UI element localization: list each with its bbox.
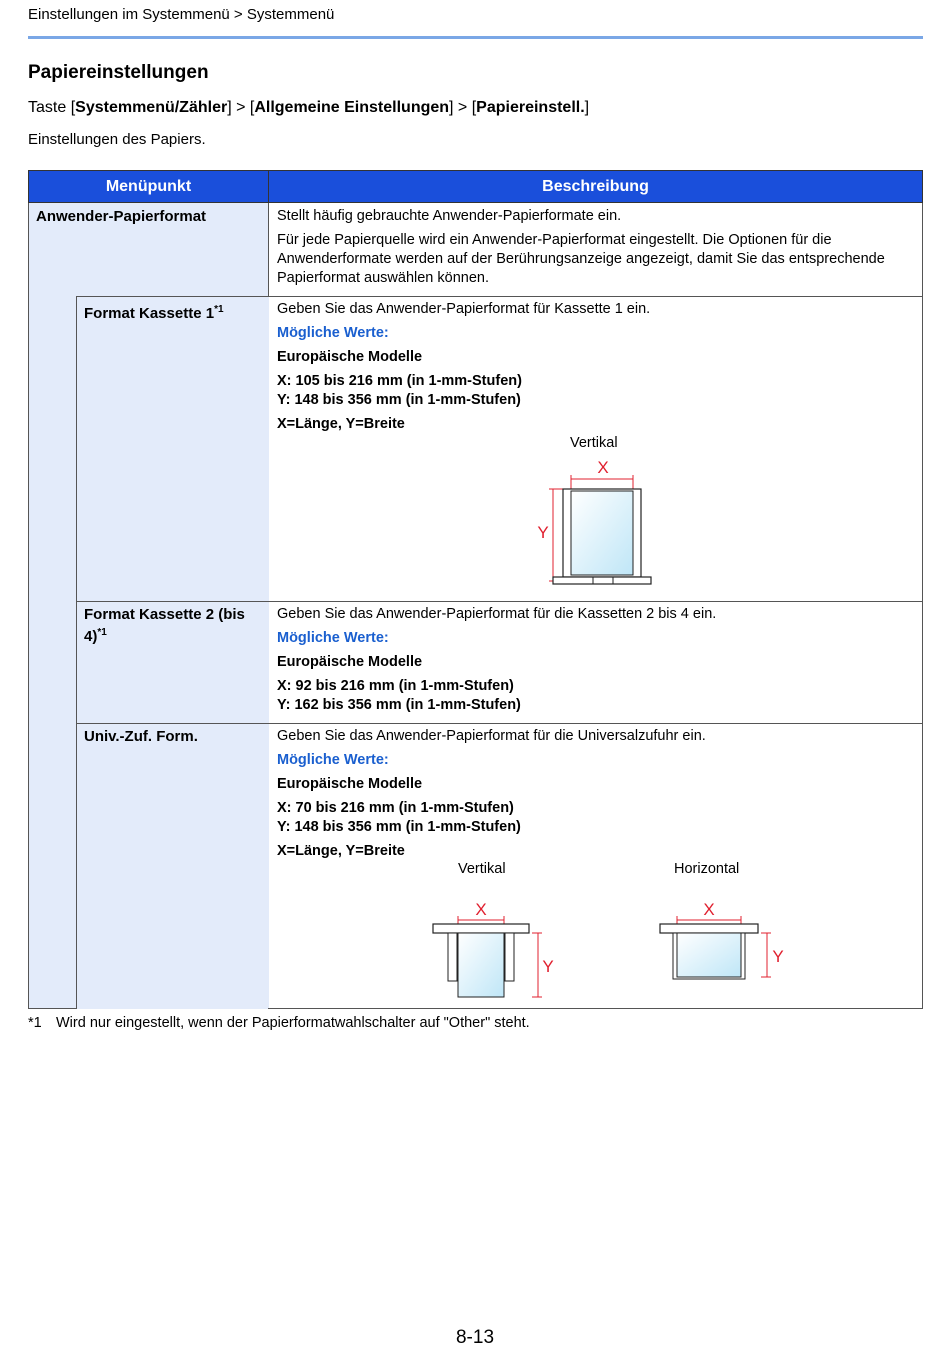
sub-divider (76, 723, 269, 724)
figure-caption-horizontal: Horizontal (674, 861, 740, 877)
paper-sheet (677, 933, 741, 977)
description-anwender-papierformat (277, 207, 917, 288)
x-range: X: 70 bis 216 mm (in 1-mm-Stufen) (277, 800, 514, 816)
x-range: X: 92 bis 216 mm (in 1-mm-Stufen) (277, 678, 514, 694)
model-label: Europäische Modelle (277, 654, 423, 670)
description-line: Geben Sie das Anwender-Papierformat für Kassette 1 ein. (277, 301, 651, 317)
description-univ-zuf-form (277, 727, 917, 861)
footnote-ref: *1 (214, 304, 224, 315)
key-path-sep: ] > [ (449, 99, 477, 116)
model-label: Europäische Modelle (277, 349, 423, 365)
key-path-sep: ] > [ (227, 99, 255, 116)
intro-text: Einstellungen des Papiers. (28, 131, 206, 148)
possible-values-heading: Mögliche Werte: (277, 630, 389, 646)
paper-sheet (571, 491, 633, 575)
key-path-suffix: ] (584, 99, 590, 116)
bypass-tray-right (505, 933, 514, 981)
menu-item-label: Format Kassette 1 (84, 305, 215, 322)
y-range: Y: 148 bis 356 mm (in 1-mm-Stufen) (277, 392, 521, 408)
model-label: Europäische Modelle (277, 776, 423, 792)
dimension-y-label: Y (542, 957, 554, 976)
figure-caption-vertical: Vertikal (458, 861, 506, 877)
figure-caption-vertical: Vertikal (570, 435, 618, 451)
cassette-vertical-figure (523, 453, 663, 593)
description-line: Geben Sie das Anwender-Papierformat für die Kassetten 2 bis 4 ein. (277, 606, 717, 622)
footnote-ref: *1 (97, 627, 107, 638)
xy-note: X=Länge, Y=Breite (277, 416, 405, 432)
row-divider (268, 723, 923, 724)
y-range: Y: 148 bis 356 mm (in 1-mm-Stufen) (277, 819, 521, 835)
key-systemmenu: Systemmenü/Zähler (75, 99, 228, 116)
sub-divider (76, 601, 269, 602)
bypass-horizontal-figure (653, 892, 793, 982)
possible-values-heading: Mögliche Werte: (277, 752, 389, 768)
menu-item-anwender-papierformat: Anwender-Papierformat (36, 208, 207, 225)
bypass-tray-left (448, 933, 457, 981)
bypass-tray-top (660, 924, 758, 933)
menu-item-format-kassette-1 (84, 301, 224, 323)
row-divider (268, 296, 923, 297)
description-line: Für jede Papierquelle wird ein Anwender-Papierformat eingestellt. Die Optionen für die Anwenderformate werden auf der Berührungsanzeige angezeigt, damit Sie das entsprechende Papierformat auswählen können. (277, 232, 885, 286)
column-header-menu: Menüpunkt (28, 170, 269, 203)
key-allgemeine: Allgemeine Einstellungen (254, 99, 450, 116)
xy-note: X=Länge, Y=Breite (277, 843, 405, 859)
paper-sheet (458, 933, 504, 997)
key-papiereinstell: Papiereinstell. (476, 99, 585, 116)
description-line: Stellt häufig gebrauchte Anwender-Papierformate ein. (277, 208, 622, 224)
header-rule (28, 36, 923, 39)
dimension-x-label: X (475, 900, 487, 919)
footnote-mark: *1 (28, 1015, 42, 1031)
bypass-tray-top (433, 924, 529, 933)
description-format-kassette-2 (277, 605, 917, 715)
bypass-vertical-figure (428, 892, 568, 1002)
key-path (28, 99, 589, 117)
y-range: Y: 162 bis 356 mm (in 1-mm-Stufen) (277, 697, 521, 713)
row-divider (268, 601, 923, 602)
dimension-x-label: X (703, 900, 715, 919)
breadcrumb: Einstellungen im Systemmenü > Systemmenü (28, 6, 335, 23)
x-range: X: 105 bis 216 mm (in 1-mm-Stufen) (277, 373, 522, 389)
footnote-text: Wird nur eingestellt, wenn der Papierformatwahlschalter auf "Other" steht. (56, 1015, 530, 1031)
dimension-x-label: X (597, 458, 609, 477)
cassette-base (553, 577, 651, 584)
page-title: Papiereinstellungen (28, 62, 209, 83)
menu-item-format-kassette-2 (84, 606, 264, 646)
description-format-kassette-1 (277, 300, 917, 434)
menu-item-label: Format Kassette 2 (bis 4) (84, 606, 245, 645)
dimension-y-label: Y (537, 523, 549, 542)
description-line: Geben Sie das Anwender-Papierformat für die Universalzufuhr ein. (277, 728, 706, 744)
dimension-y-label: Y (772, 947, 784, 966)
key-path-prefix: Taste [ (28, 99, 76, 116)
column-header-description: Beschreibung (268, 170, 923, 203)
possible-values-heading: Mögliche Werte: (277, 325, 389, 341)
page-number: 8-13 (455, 1327, 495, 1348)
settings-table (28, 170, 923, 1009)
sub-menu-box (76, 296, 269, 1009)
menu-item-univ-zuf-form: Univ.-Zuf. Form. (84, 728, 198, 745)
footnote (28, 1015, 530, 1031)
